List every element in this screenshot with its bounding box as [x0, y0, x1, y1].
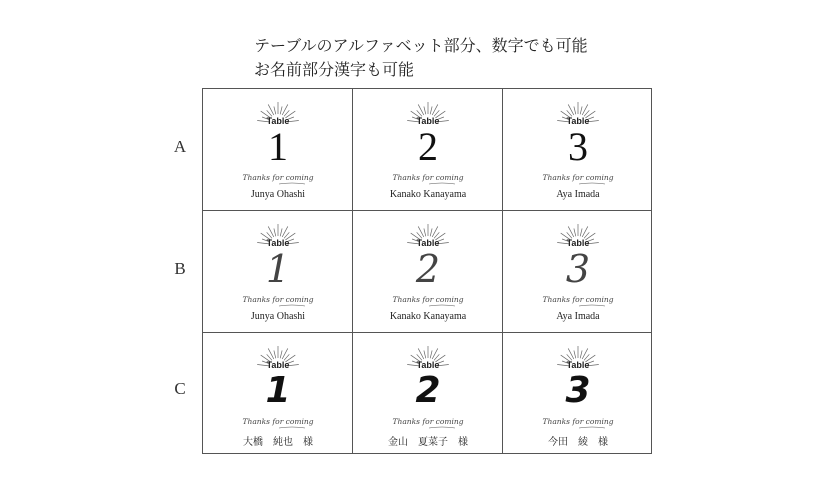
table-label: Table — [416, 116, 440, 126]
row-label-b: B — [174, 259, 186, 278]
table-card — [503, 333, 653, 455]
guest-name: 今田 綾 様 — [548, 437, 608, 448]
guest-name: 金山 夏菜子 様 — [388, 437, 468, 448]
table-card — [203, 89, 353, 211]
row-label-c: C — [174, 379, 186, 398]
table-card — [353, 333, 503, 455]
swash-decoration — [429, 426, 455, 429]
table-label: Table — [266, 360, 290, 370]
table-label: Table — [566, 360, 590, 370]
table-card-grid — [202, 88, 652, 454]
guest-name: Aya Imada — [556, 189, 600, 200]
guest-name: Kanako Kanayama — [389, 311, 467, 322]
table-number: 1 — [265, 247, 291, 291]
table-number: 3 — [565, 247, 591, 291]
swash-decoration — [429, 304, 455, 307]
table-card — [353, 89, 503, 211]
table-number: 1 — [268, 124, 288, 169]
table-number: 3 — [568, 124, 588, 169]
note-line-1: テーブルのアルファベット部分、数字でも可能 — [254, 36, 588, 55]
thanks-message: Thanks for coming — [242, 417, 314, 426]
swash-decoration — [279, 426, 305, 429]
row-label-a: A — [173, 137, 187, 156]
guest-name: 大橋 純也 様 — [243, 437, 313, 448]
thanks-message: Thanks for coming — [392, 295, 464, 304]
table-number: 1 — [265, 370, 291, 411]
guest-name: Junya Ohashi — [250, 311, 306, 322]
table-label: Table — [416, 360, 440, 370]
table-number: 3 — [565, 370, 591, 411]
swash-decoration — [279, 304, 305, 307]
table-number: 2 — [418, 124, 438, 169]
thanks-message: Thanks for coming — [242, 173, 314, 182]
table-label: Table — [266, 238, 290, 248]
swash-decoration — [579, 426, 605, 429]
guest-name: Aya Imada — [556, 311, 600, 322]
thanks-message: Thanks for coming — [242, 295, 314, 304]
swash-decoration — [579, 182, 605, 185]
swash-decoration — [279, 182, 305, 185]
table-number: 2 — [415, 247, 441, 291]
thanks-message: Thanks for coming — [542, 417, 614, 426]
thanks-message: Thanks for coming — [392, 173, 464, 182]
swash-decoration — [429, 182, 455, 185]
thanks-message: Thanks for coming — [542, 173, 614, 182]
table-card — [203, 333, 353, 455]
table-label: Table — [566, 238, 590, 248]
table-label: Table — [566, 116, 590, 126]
table-card — [503, 211, 653, 333]
thanks-message: Thanks for coming — [542, 295, 614, 304]
table-card — [203, 211, 353, 333]
note-line-2: お名前部分漢字も可能 — [254, 60, 415, 79]
guest-name: Kanako Kanayama — [389, 189, 467, 200]
swash-decoration — [579, 304, 605, 307]
table-card — [503, 89, 653, 211]
thanks-message: Thanks for coming — [392, 417, 464, 426]
table-label: Table — [416, 238, 440, 248]
table-number: 2 — [415, 370, 441, 411]
table-card — [353, 211, 503, 333]
guest-name: Junya Ohashi — [250, 189, 306, 200]
table-label: Table — [266, 116, 290, 126]
description-note — [254, 34, 588, 82]
